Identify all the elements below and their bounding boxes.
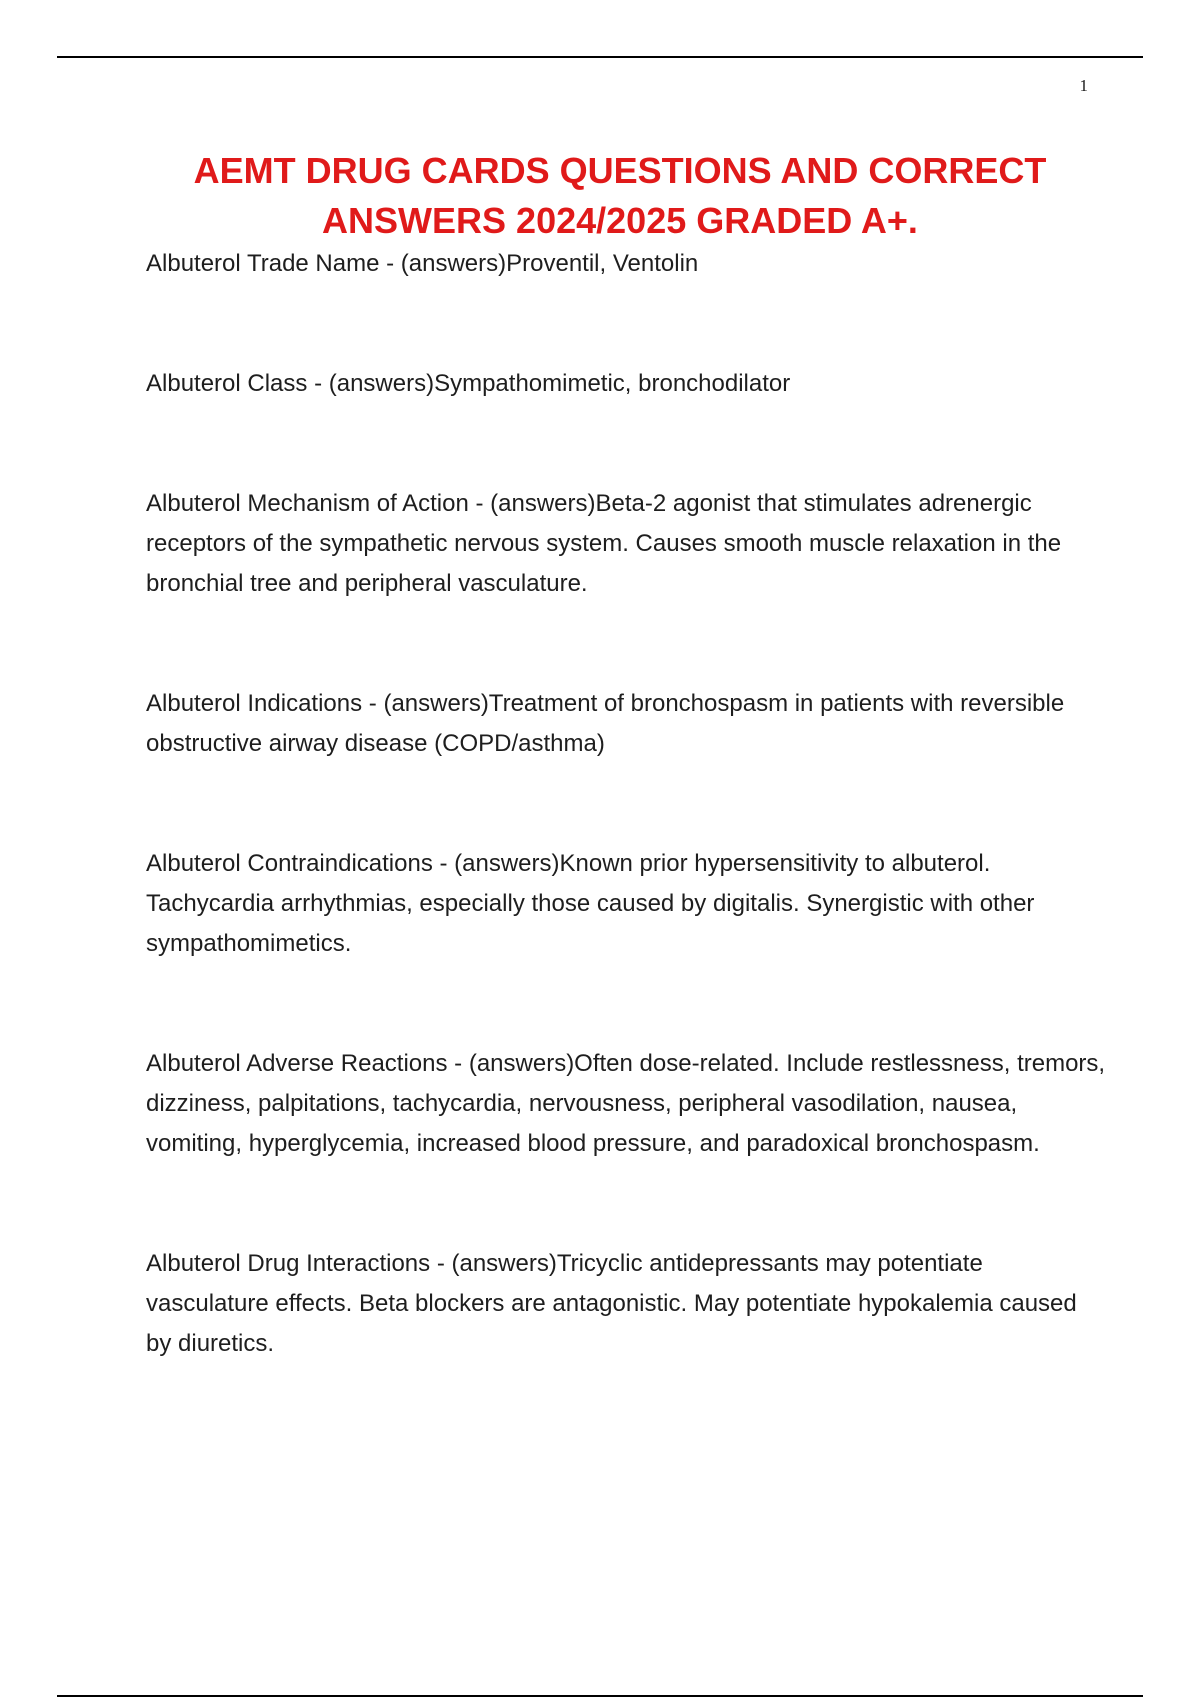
drug-card-class: Albuterol Class - (answers)Sympathomimetic, bronchodilator xyxy=(146,370,791,397)
drug-card-mechanism: Albuterol Mechanism of Action - (answers)Beta-2 agonist that stimulates adrenergic receptors of the sympathetic nervous system. Causes smooth muscle relaxation in the bronchial tree and peripheral vasculature. xyxy=(146,490,1062,597)
drug-card-indications: Albuterol Indications - (answers)Treatment of bronchospasm in patients with reversible obstructive airway disease (COPD/asthma) xyxy=(146,690,1065,757)
drug-card-drug-interactions: Albuterol Drug Interactions - (answers)Tricyclic antidepressants may potentiate vasculature effects. Beta blockers are antagonistic. May potentiate hypokalemia caused by diuretics. xyxy=(146,1250,1077,1357)
drug-card-adverse-reactions: Albuterol Adverse Reactions - (answers)Often dose-related. Include restlessness, tremors, dizziness, palpitations, tachycardia, nervousness, peripheral vasodilation, nausea, vomiting, hyperglycemia, increased blood pressure, and paradoxical bronchospasm. xyxy=(146,1050,1106,1157)
page-number: 1 xyxy=(1079,76,1088,95)
header-rule xyxy=(57,56,1143,58)
drug-card-contraindications: Albuterol Contraindications - (answers)Known prior hypersensitivity to albuterol. Tachycardia arrhythmias, especially those caused by digitalis. Synergistic with other sympathomimetics. xyxy=(146,850,1035,957)
footer-rule xyxy=(57,1695,1143,1697)
drug-card-trade-name: Albuterol Trade Name - (answers)Proventil, Ventolin xyxy=(146,250,699,277)
document-title: AEMT DRUG CARDS QUESTIONS AND CORRECT ANSWERS 2024/2025 GRADED A+. xyxy=(193,150,1047,241)
drug-card-list xyxy=(146,244,1106,1444)
